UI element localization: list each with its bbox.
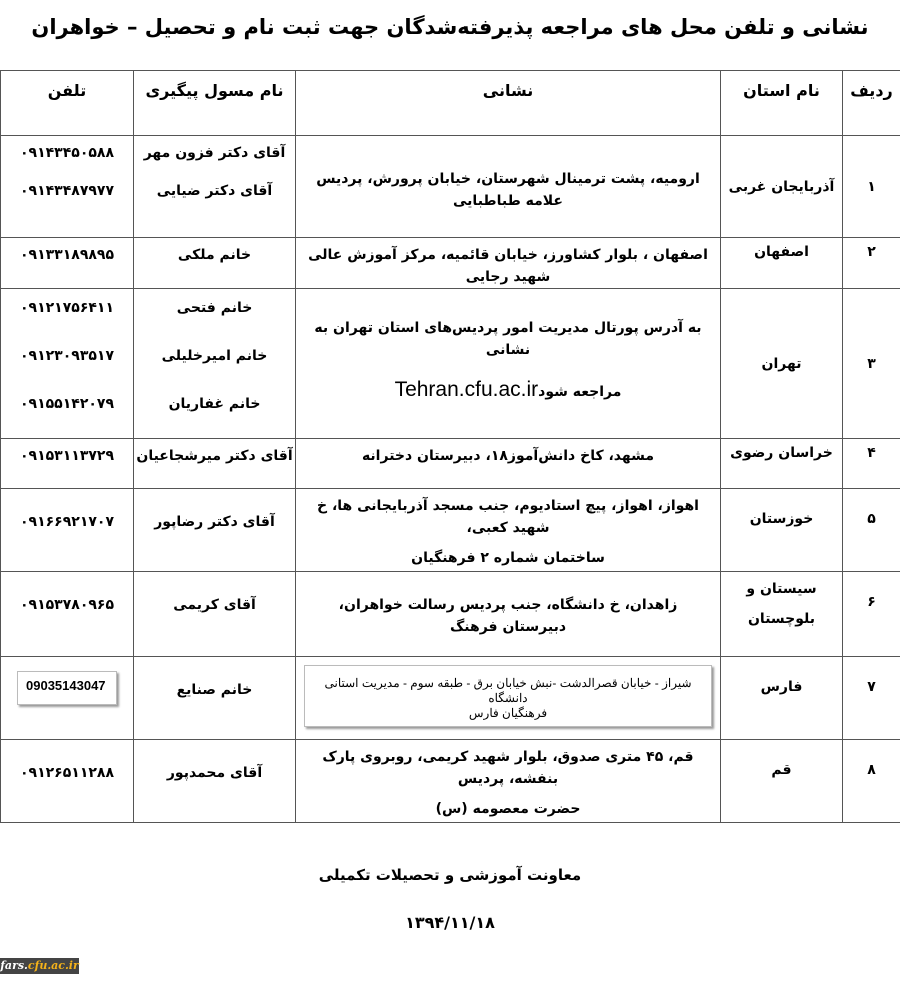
person-name: خانم غفاریان — [168, 396, 261, 412]
phone-number: ۰۹۱۵۳۱۱۳۷۲۹ — [20, 448, 114, 464]
address-line: شیراز - خیابان قصرالدشت -نبش خیابان برق - طبقه سوم - مدیریت استانی دانشگاه — [324, 676, 692, 705]
address-line: مراجعه شود — [538, 384, 622, 400]
document-date: ۱۳۹۴/۱۱/۱۸ — [405, 913, 495, 932]
person-cell — [134, 572, 296, 657]
province-cell: خوزستان — [721, 489, 843, 572]
address-cell — [296, 238, 721, 289]
row-number: ۸ — [843, 740, 900, 823]
person-name: آقای دکتر میرشجاعیان — [136, 448, 293, 464]
phone-number: ۰۹۱۲۱۷۵۶۴۱۱ — [20, 300, 114, 316]
address-cell — [296, 289, 721, 439]
person-cell — [134, 439, 296, 489]
phone-cell — [1, 439, 134, 489]
table-header-row — [1, 71, 900, 136]
watermark-subdomain: fars. — [0, 959, 28, 972]
province-cell: خراسان رضوی — [721, 439, 843, 489]
address-line: فرهنگیان فارس — [468, 706, 548, 720]
address-cell — [296, 439, 721, 489]
row-number: ۳ — [843, 289, 900, 439]
phone-number: ۰۹۱۴۳۴۵۰۵۸۸ — [20, 145, 114, 161]
province-cell: قم — [721, 740, 843, 823]
phone-cell — [1, 136, 134, 238]
row-number: ۶ — [843, 572, 900, 657]
province-cell: آذربایجان غربی — [721, 136, 843, 238]
signature-department: معاونت آموزشی و تحصیلات تکمیلی — [318, 866, 582, 884]
address-line: ساختمان شماره ۲ فرهنگیان — [411, 550, 605, 566]
phone-number: ۰۹۱۲۳۰۹۳۵۱۷ — [20, 348, 114, 364]
table-row — [1, 439, 900, 489]
header-person: نام مسول پیگیری — [134, 71, 296, 136]
row-number: ۱ — [843, 136, 900, 238]
row-number: ۴ — [843, 439, 900, 489]
person-cell — [134, 289, 296, 439]
watermark-domain: cfu.ac.ir — [27, 959, 79, 972]
address-line-url — [308, 379, 708, 403]
phone-textbox: 09035143047 — [17, 671, 117, 705]
address-cell — [296, 136, 721, 238]
person-name: خانم فتحی — [176, 300, 253, 316]
header-province: نام استان — [721, 71, 843, 136]
address-line: مشهد، کاخ دانش‌آموز۱۸، دبیرستان دخترانه — [361, 448, 655, 464]
person-cell — [134, 238, 296, 289]
row-number: ۲ — [843, 238, 900, 289]
table-row — [1, 572, 900, 657]
person-name: آقای دکتر ضیایی — [156, 183, 273, 199]
address-line: ارومیه، پشت ترمینال شهرستان، خیابان پرورش، پردیس علامه طباطبایی — [316, 171, 700, 209]
address-line: حضرت معصومه (س) — [435, 801, 581, 817]
row-number: ۷ — [843, 657, 900, 740]
site-watermark — [0, 958, 79, 974]
header-phone: تلفن — [1, 71, 134, 136]
phone-cell — [1, 238, 134, 289]
phone-number: ۰۹۱۲۶۵۱۱۲۸۸ — [20, 765, 114, 781]
province-cell: فارس — [721, 657, 843, 740]
address-line: زاهدان، خ دانشگاه، جنب پردیس رسالت خواهران، دبیرستان فرهنگ — [338, 597, 678, 635]
address-line: به آدرس پورتال مدیریت امور پردیس‌های استان تهران به نشانی — [314, 320, 702, 358]
phone-cell — [1, 289, 134, 439]
header-address: نشانی — [296, 71, 721, 136]
person-name: آقای دکتر رضاپور — [154, 514, 275, 530]
person-name: آقای محمدپور — [166, 765, 263, 781]
tehran-portal-link[interactable]: Tehran.cfu.ac.ir — [394, 378, 539, 401]
contacts-table — [0, 70, 900, 823]
document-title: نشانی و تلفن محل های مراجعه پذیرفته‌شدگان جهت ثبت نام و تحصیل – خواهران — [31, 15, 869, 39]
address-cell — [296, 740, 721, 823]
person-name: خانم ملکی — [177, 247, 252, 263]
province-cell: اصفهان — [721, 238, 843, 289]
person-name: آقای دکتر فزون مهر — [143, 145, 286, 161]
phone-cell — [1, 657, 134, 740]
person-cell — [134, 740, 296, 823]
address-cell — [296, 489, 721, 572]
phone-number: ۰۹۱۵۵۱۴۲۰۷۹ — [20, 396, 114, 412]
header-row-number: ردیف — [843, 71, 900, 136]
province-line: بلوچستان — [747, 611, 815, 627]
phone-number: ۰۹۱۳۳۱۸۹۸۹۵ — [20, 247, 114, 263]
phone-cell — [1, 572, 134, 657]
address-line: اهواز، اهواز، پیچ استادیوم، جنب مسجد آذربایجانی ها، خ شهید کعبی، — [317, 498, 699, 536]
phone-number: ۰۹۱۶۶۹۲۱۷۰۷ — [20, 514, 114, 530]
province-cell: تهران — [721, 289, 843, 439]
phone-cell — [1, 489, 134, 572]
table-row — [1, 657, 900, 740]
address-cell — [296, 657, 721, 740]
person-name: خانم امیرخلیلی — [161, 348, 268, 364]
address-line: قم، ۴۵ متری صدوق، بلوار شهید کریمی، روبروی پارک بنفشه، پردیس — [322, 749, 694, 787]
person-name: خانم صنایع — [176, 682, 253, 698]
table-row — [1, 238, 900, 289]
table-row — [1, 740, 900, 823]
person-name: آقای کریمی — [173, 597, 256, 613]
phone-number: ۰۹۱۴۳۴۸۷۹۷۷ — [20, 183, 114, 199]
phone-number: ۰۹۱۵۳۷۸۰۹۶۵ — [20, 597, 114, 613]
table-row — [1, 136, 900, 238]
table-row — [1, 489, 900, 572]
address-textbox — [304, 665, 712, 727]
province-cell — [721, 572, 843, 657]
person-cell — [134, 136, 296, 238]
address-line: اصفهان ، بلوار کشاورز، خیابان قائمیه، مرکز آموزش عالی شهید رجایی — [308, 247, 708, 285]
address-cell — [296, 572, 721, 657]
phone-cell — [1, 740, 134, 823]
person-cell — [134, 657, 296, 740]
row-number: ۵ — [843, 489, 900, 572]
table-row — [1, 289, 900, 439]
province-line: سیستان و — [746, 581, 817, 597]
person-cell — [134, 489, 296, 572]
